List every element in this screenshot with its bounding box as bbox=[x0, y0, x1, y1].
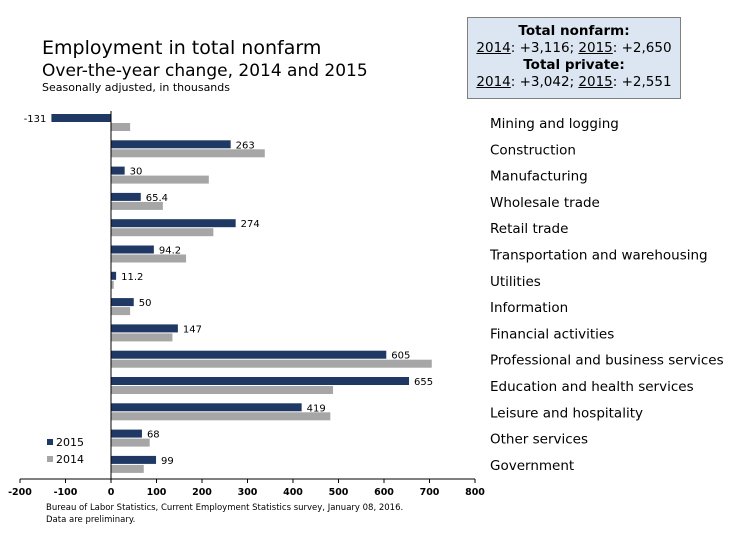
bar-2014 bbox=[111, 176, 209, 184]
data-label-2015: 605 bbox=[391, 350, 411, 362]
category-label: Information bbox=[490, 300, 569, 317]
legend-swatch-2014 bbox=[47, 456, 53, 462]
source-text: Bureau of Labor Statistics, Current Employment Statistics survey, January 08, 2016. bbox=[46, 503, 404, 513]
x-tick-label: 400 bbox=[283, 487, 303, 498]
source-note bbox=[46, 502, 403, 526]
x-tick-label: 200 bbox=[192, 487, 212, 498]
data-label-2015: 147 bbox=[182, 324, 202, 336]
chart-subtitle: Over-the-year change, 2014 and 2015 bbox=[42, 61, 368, 81]
legend-swatch-2015 bbox=[47, 439, 53, 445]
category-label: Professional and business services bbox=[490, 352, 724, 369]
x-tick-label: 700 bbox=[419, 487, 440, 498]
data-label-2015: -131 bbox=[23, 114, 47, 125]
category-label: Manufacturing bbox=[490, 168, 588, 185]
total-private-heading: Total private: bbox=[523, 57, 625, 73]
bar-2015 bbox=[111, 324, 178, 332]
category-label: Government bbox=[490, 457, 575, 474]
year-2015-label: 2015 bbox=[578, 74, 613, 90]
bar-2015 bbox=[111, 377, 409, 385]
chart-title: Employment in total nonfarm bbox=[42, 37, 322, 59]
bar-2015 bbox=[111, 219, 236, 227]
bar-2014 bbox=[111, 386, 333, 394]
category-label: Utilities bbox=[490, 273, 541, 290]
bar-2014 bbox=[111, 307, 130, 315]
bar-2015 bbox=[111, 430, 142, 438]
year-2014-label: 2014 bbox=[476, 74, 511, 90]
nonfarm-2015-value: : +2,650 bbox=[612, 40, 672, 56]
bar-2015 bbox=[111, 351, 386, 359]
x-tick-label: 600 bbox=[374, 487, 394, 498]
data-label-2015: 263 bbox=[235, 140, 255, 152]
nonfarm-2014-value: : +3,116; bbox=[510, 40, 579, 56]
data-label-2015: 65.4 bbox=[145, 192, 169, 204]
bar-2015 bbox=[111, 272, 116, 280]
category-label: Education and health services bbox=[490, 379, 694, 395]
bar-2014 bbox=[111, 333, 172, 341]
bar-2014 bbox=[111, 228, 213, 236]
data-label-2015: 50 bbox=[138, 298, 152, 310]
bar-2014 bbox=[111, 412, 330, 420]
bar-2015 bbox=[111, 167, 125, 175]
category-label: Leisure and hospitality bbox=[490, 405, 643, 422]
x-tick-label: 500 bbox=[328, 487, 349, 498]
data-label-2015: 655 bbox=[414, 377, 434, 388]
data-label-2015: 68 bbox=[146, 429, 160, 441]
category-label: Transportation and warehousing bbox=[490, 247, 708, 264]
data-label-2015: 419 bbox=[306, 403, 326, 415]
x-tick-label: 0 bbox=[107, 487, 115, 498]
bar-2015 bbox=[111, 456, 156, 464]
bar-2014 bbox=[111, 123, 130, 131]
bar-2015 bbox=[111, 298, 134, 306]
bar-2015 bbox=[111, 403, 302, 411]
bar-2014 bbox=[111, 465, 144, 473]
bar-2014 bbox=[111, 439, 150, 447]
year-2014-label: 2014 bbox=[476, 40, 511, 56]
data-label-2015: 30 bbox=[129, 166, 143, 178]
data-label-2015: 274 bbox=[240, 219, 260, 231]
units-note: Seasonally adjusted, in thousands bbox=[42, 81, 230, 94]
data-label-2015: 11.2 bbox=[121, 271, 144, 283]
legend-label-2014: 2014 bbox=[56, 453, 84, 466]
bar-2015 bbox=[111, 193, 141, 201]
category-label: Wholesale trade bbox=[490, 194, 600, 211]
category-label: Construction bbox=[490, 142, 576, 159]
x-tick-label: 100 bbox=[146, 487, 167, 498]
bar-2014 bbox=[111, 360, 432, 368]
data-label-2015: 94.2 bbox=[158, 245, 182, 257]
x-tick-label: 800 bbox=[465, 487, 485, 498]
x-tick-label: -100 bbox=[53, 487, 78, 498]
category-label: Financial activities bbox=[490, 326, 615, 343]
bar-2015 bbox=[111, 140, 231, 148]
x-tick-label: 300 bbox=[237, 487, 258, 498]
legend-label-2015: 2015 bbox=[56, 436, 84, 449]
private-2015-value: : +2,551 bbox=[612, 74, 672, 90]
year-2015-label: 2015 bbox=[578, 40, 613, 56]
category-label: Mining and logging bbox=[490, 116, 619, 132]
bar-2015 bbox=[111, 246, 154, 254]
x-tick-label: -200 bbox=[8, 487, 32, 498]
preliminary-text: Data are preliminary. bbox=[46, 515, 136, 525]
category-label: Other services bbox=[490, 431, 589, 448]
private-2014-value: : +3,042; bbox=[510, 74, 579, 90]
bar-2015 bbox=[51, 114, 111, 122]
category-label: Retail trade bbox=[490, 221, 569, 238]
total-nonfarm-heading: Total nonfarm: bbox=[518, 23, 630, 39]
data-label-2015: 99 bbox=[161, 455, 174, 467]
